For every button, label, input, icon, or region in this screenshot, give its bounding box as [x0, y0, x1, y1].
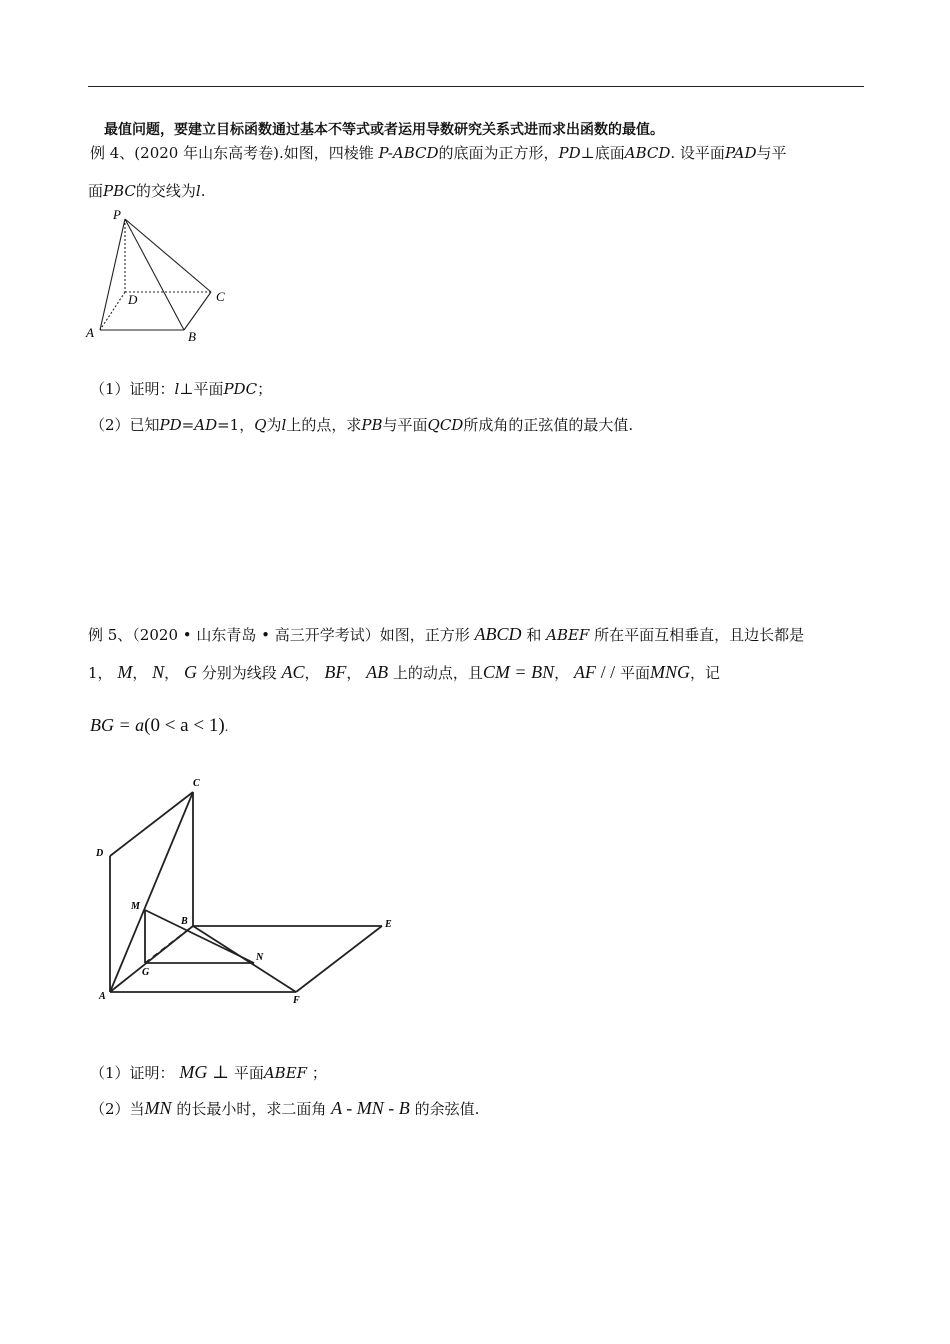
text: 所在平面互相垂直，且边长都是	[594, 626, 805, 644]
text: ⊥平面	[179, 380, 224, 398]
label-M: M	[131, 901, 140, 912]
line-l: l	[281, 416, 287, 434]
segment-pd: PD	[558, 144, 581, 162]
label-C: C	[216, 289, 225, 304]
text: ，记	[689, 664, 720, 682]
perp-symbol: ⊥	[212, 1062, 230, 1082]
text: ；	[311, 1064, 327, 1082]
point-m: M	[117, 662, 133, 682]
label-E: E	[385, 919, 392, 930]
text: 的余弦值.	[414, 1100, 480, 1118]
text: 为	[266, 416, 282, 434]
segment-ab: AB	[366, 662, 389, 682]
segment-ac: AC	[281, 662, 305, 682]
text: 的底面为正方形，	[438, 144, 559, 162]
dihedral-angle: A - MN - B	[331, 1098, 410, 1118]
label-C: C	[193, 778, 200, 789]
segment-mn: MN	[144, 1098, 172, 1118]
text: .	[224, 720, 229, 734]
label-A: A	[86, 325, 94, 340]
text: . 设平面	[670, 144, 725, 162]
segment-pd-ad: PD=AD	[159, 416, 218, 434]
square-abcd: ABCD	[474, 624, 522, 644]
equation-bg: BG = a	[90, 715, 145, 735]
text: ，	[164, 664, 180, 682]
example5-q2	[90, 1098, 479, 1119]
example4-label: 例 4、(2020 年山东高考卷).如图，四棱锥	[90, 144, 374, 162]
plane-qcd: QCD	[427, 416, 464, 434]
label-P: P	[113, 207, 121, 222]
plane-mng: MNG	[649, 662, 690, 682]
label-B: B	[181, 916, 188, 927]
segment-mg: MG	[179, 1062, 208, 1082]
point-q: Q	[254, 416, 267, 434]
plane-abef: ABEF	[263, 1064, 308, 1082]
text: ，	[132, 664, 148, 682]
text: 例 5、（2020 • 山东青岛 • 高三开学考试）如图，正方形	[88, 626, 470, 644]
label-G: G	[142, 967, 150, 978]
plane-abcd: ABCD	[624, 144, 671, 162]
text: 的交线为	[135, 182, 196, 200]
pyramid-name: P-ABCD	[378, 144, 439, 162]
text: 上的点，求	[286, 416, 362, 434]
text: 分别为线段	[201, 664, 277, 682]
text: ，	[304, 664, 320, 682]
text: 和	[526, 626, 542, 644]
text: ；	[257, 380, 273, 398]
label-B: B	[188, 329, 196, 344]
text: ⊥底面	[580, 144, 625, 162]
text: （2）当	[90, 1100, 145, 1118]
text: 平面	[233, 1064, 264, 1082]
text: （1）证明：	[90, 1064, 175, 1082]
label-A: A	[99, 991, 106, 1002]
text: 上的动点，且	[392, 664, 483, 682]
plane-pad: PAD	[724, 144, 757, 162]
label-N: N	[256, 952, 264, 963]
label-D: D	[128, 292, 138, 307]
text: （1）证明：	[90, 380, 175, 398]
plane-pdc: PDC	[223, 380, 258, 398]
text: =1，	[217, 416, 255, 434]
text: .	[200, 182, 206, 200]
segment-af: AF	[573, 662, 596, 682]
text: 与平	[756, 144, 787, 162]
text: 所成角的正弦值的最大值.	[463, 416, 634, 434]
example5-q1	[90, 1062, 327, 1083]
header-note: 最值问题，要建立目标函数通过基本不等式或者运用导数研究关系式进而求出函数的最值。	[104, 122, 664, 138]
point-g: G	[183, 662, 197, 682]
text: 面	[88, 182, 104, 200]
text: 平面	[619, 664, 650, 682]
text: 1，	[88, 664, 113, 682]
text: ，	[346, 664, 362, 682]
label-F: F	[293, 995, 300, 1006]
text: 与平面	[382, 416, 428, 434]
segment-pb: PB	[361, 416, 383, 434]
line-l: l	[195, 182, 201, 200]
segment-bf: BF	[324, 662, 347, 682]
square-abef: ABEF	[546, 626, 590, 644]
line-l: l	[174, 380, 180, 398]
text: 的长最小时，求二面角	[176, 1100, 327, 1118]
equation-cm-bn: CM = BN	[482, 662, 555, 682]
label-D: D	[96, 848, 104, 859]
text: ，	[554, 664, 570, 682]
parallel-symbol: / /	[600, 662, 616, 682]
text: （2）已知	[90, 416, 160, 434]
plane-pbc: PBC	[103, 182, 136, 200]
range: (0 < a < 1)	[144, 715, 225, 736]
point-n: N	[152, 662, 165, 682]
